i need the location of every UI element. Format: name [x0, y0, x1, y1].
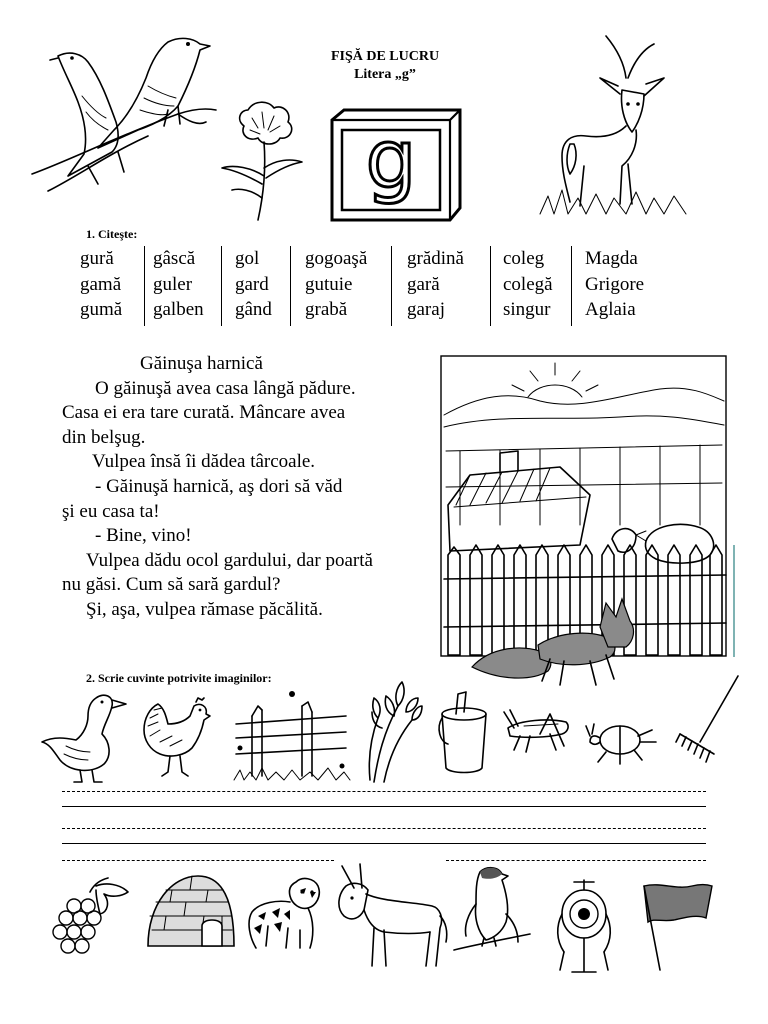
word: gutuie	[305, 273, 353, 295]
word: gard	[235, 273, 269, 295]
hen-icon	[140, 696, 212, 778]
word: colegă	[503, 273, 553, 295]
story-line: şi eu casa ta!	[62, 500, 160, 522]
exercise1-label: 1. Citeşte:	[86, 227, 138, 241]
column-divider	[490, 246, 491, 326]
word: gură	[80, 248, 114, 269]
word-column-7	[585, 246, 644, 323]
grapes-icon	[50, 876, 134, 956]
word: gând	[235, 299, 272, 320]
word-column-3	[235, 246, 272, 323]
column-divider	[290, 246, 291, 326]
exercise2-label: 2. Scrie cuvinte potrivite imaginilor:	[86, 671, 272, 685]
grasshopper-icon	[500, 706, 574, 758]
column-divider	[391, 246, 392, 326]
story-line: Casa ei era tare curată. Mâncare avea	[62, 402, 346, 424]
rake-icon	[668, 672, 744, 766]
word: galben	[153, 299, 204, 320]
bucket-icon	[436, 688, 492, 778]
farm-scene-icon	[440, 355, 740, 690]
subtitle-text: Litera „g”	[354, 67, 416, 82]
fence-icon	[232, 686, 352, 786]
word-column-5	[407, 246, 464, 323]
wheat-icon	[362, 676, 424, 786]
word: Aglaia	[585, 299, 636, 320]
word: gol	[235, 248, 260, 269]
story-line: Vulpea dădu ocol gardului, dar poartă	[86, 549, 373, 571]
story-title: Găinuşa harnică	[140, 353, 263, 374]
worksheet-title	[300, 48, 470, 84]
goose-icon	[40, 690, 132, 784]
story-line: - Bine, vino!	[95, 525, 192, 547]
word: Grigore	[585, 273, 645, 295]
word-column-2	[153, 246, 204, 323]
title-text: FIŞĂ DE LUCRU	[330, 49, 440, 64]
story-line: nu găsi. Cum să sară gardul?	[62, 574, 281, 596]
story-line: Şi, aşa, vulpea rămase păcălită.	[86, 598, 323, 620]
eagle-icon	[450, 862, 534, 954]
word: gamă	[80, 273, 122, 295]
birds-icon	[28, 26, 218, 201]
story-line: - Găinuşă harnică, aş dori să văd	[95, 475, 343, 497]
word: singur	[503, 299, 551, 320]
tiger-icon	[244, 876, 324, 952]
flag-icon	[636, 878, 716, 974]
story-line: Vulpea însă îi dădea târcoale.	[92, 451, 316, 473]
column-divider	[571, 246, 572, 326]
block-letter: g	[365, 113, 417, 206]
word: grădină	[407, 248, 464, 269]
word-column-4	[305, 246, 367, 323]
writing-line-dashed	[62, 860, 334, 861]
word: gumă	[80, 299, 123, 320]
word: gâscă	[153, 248, 196, 269]
writing-line-solid	[62, 806, 706, 807]
word: coleg	[503, 248, 545, 269]
word: grabă	[305, 299, 348, 320]
carnation-flower-icon	[218, 98, 308, 223]
story-line: O găinuşă avea casa lângă pădure.	[95, 377, 356, 399]
writing-line-dashed	[62, 828, 706, 829]
word: gară	[407, 273, 440, 295]
writing-line-solid	[62, 843, 706, 844]
word: garaj	[407, 299, 445, 320]
writing-line-dashed	[62, 791, 706, 792]
column-divider	[144, 246, 145, 326]
word: Magda	[585, 248, 638, 269]
antelope-icon	[536, 26, 691, 221]
word-column-1	[80, 246, 122, 323]
gong-icon	[552, 876, 616, 976]
beetle-icon	[586, 712, 658, 764]
story-line: din belşug.	[62, 426, 146, 448]
writing-line-dashed	[446, 860, 706, 861]
donkey-icon	[334, 862, 450, 970]
word: gogoaşă	[305, 248, 368, 269]
igloo-icon	[142, 870, 238, 954]
story-text	[62, 352, 442, 623]
word-column-6	[503, 246, 553, 323]
column-divider	[221, 246, 222, 326]
letter-g-block-icon	[330, 108, 462, 222]
word: guler	[153, 273, 193, 295]
